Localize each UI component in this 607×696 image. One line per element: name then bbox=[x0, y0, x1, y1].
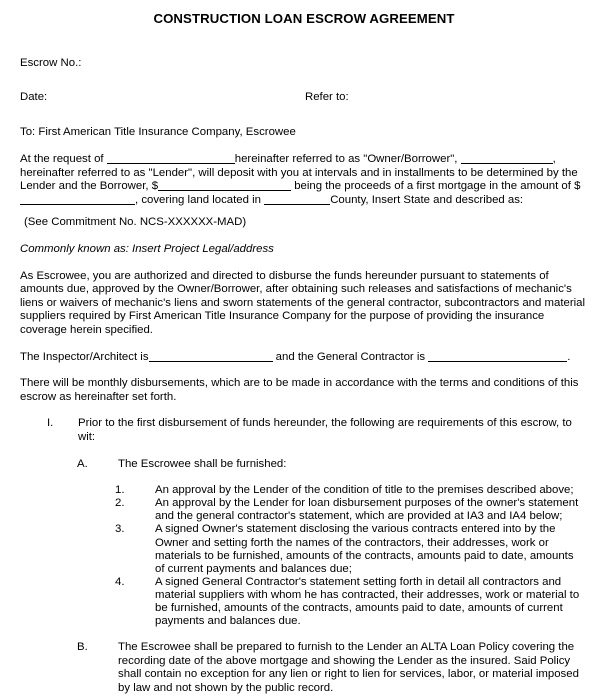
request-seg-5: , covering land located in bbox=[135, 193, 265, 206]
refer-to-label: Refer to: bbox=[305, 91, 349, 104]
subsection-a-items bbox=[20, 484, 588, 628]
request-seg-3: , hereinafter referred to as "Lender", will deposit with you at intervals and in installments to be determined by the Lender and the Borrower, $ bbox=[20, 153, 578, 193]
subsection-b-text: The Escrowee shall be prepared to furnish to the Lender an ALTA Loan Policy covering the recording date of the above mortgage and showing the Lender as the insured. Said Policy shall contain no exception for any lien or right to lien for services, labor, or material imposed by law and not shown by the public record. bbox=[118, 641, 579, 694]
section-i-text: Prior to the first disbursement of funds hereunder, the following are requirements of this escrow, to wit: bbox=[78, 417, 572, 443]
proceeds-amount-blank[interactable] bbox=[158, 181, 291, 191]
list-item-marker: 4. bbox=[115, 575, 125, 588]
inspector-seg-3: . bbox=[567, 350, 571, 363]
disbursements-paragraph: There will be monthly disbursements, which are to be made in accordance with the terms and conditions of this escrow as hereinafter set forth. bbox=[20, 377, 579, 403]
owner-borrower-blank[interactable] bbox=[107, 154, 235, 164]
commitment-note: (See Commitment No. NCS-XXXXXX-MAD) bbox=[24, 216, 247, 229]
county-blank[interactable] bbox=[264, 195, 330, 205]
inspector-architect-line bbox=[20, 351, 588, 365]
list-item-marker: 3. bbox=[115, 523, 125, 536]
list-item-marker: 1. bbox=[115, 484, 125, 497]
subsection-a-text: The Escrowee shall be furnished: bbox=[118, 457, 287, 470]
list-item-text: A signed Owner's statement disclosing the various contracts entered into by the Owner and setting forth the names of the contractors, their addresses, work or materials to be furnished, amounts of the contracts, amounts paid to date, amounts of current payments and balances due; bbox=[155, 523, 574, 575]
addressee-line: To: First American Title Insurance Company, Escrowee bbox=[20, 126, 296, 139]
section-i-marker: I. bbox=[47, 417, 54, 430]
commonly-known-as-line: Commonly known as: Insert Project Legal/address bbox=[20, 243, 274, 255]
request-paragraph bbox=[20, 153, 588, 207]
lender-blank[interactable] bbox=[461, 154, 553, 164]
request-seg-6: County, Insert State and described as: bbox=[330, 193, 524, 206]
subsection-b bbox=[20, 641, 588, 695]
request-seg-4: being the proceeds of a first mortgage in the amount of $ bbox=[291, 180, 581, 193]
list-item bbox=[20, 484, 588, 497]
page-title: CONSTRUCTION LOAN ESCROW AGREEMENT bbox=[153, 11, 455, 26]
escrowee-authorization-paragraph: As Escrowee, you are authorized and directed to disburse the funds hereunder pursuant to statements of amounts due, approved by the Owner/Borrower, after obtaining such releases and satisfactions of mechanic's liens or waivers of mechanic's liens and sworn statements of the general contractor, subcontractors and material suppliers required by First American Title Insurance Company for the purpose of providing the insurance coverage herein specified. bbox=[20, 269, 586, 336]
inspector-seg-1: The Inspector/Architect is bbox=[20, 350, 149, 363]
mortgage-amount-blank[interactable] bbox=[20, 195, 90, 205]
date-label: Date: bbox=[20, 91, 48, 104]
inspector-seg-2: and the General Contractor is bbox=[272, 350, 429, 363]
list-item bbox=[20, 497, 588, 523]
request-seg-1: At the request of bbox=[20, 153, 107, 166]
subsection-b-marker: B. bbox=[77, 641, 88, 654]
list-item-text: An approval by the Lender for loan disbursement purposes of the owner's statement and the general contractor's statement, which are provided at IA3 and IA4 below; bbox=[155, 497, 579, 523]
subsection-a bbox=[20, 458, 588, 472]
list-item-text: An approval by the Lender of the condition of title to the premises described above; bbox=[155, 484, 574, 497]
date-refer-row bbox=[20, 91, 588, 105]
list-item bbox=[20, 576, 588, 628]
list-item bbox=[20, 523, 588, 575]
section-i bbox=[20, 417, 588, 444]
subsection-a-marker: A. bbox=[77, 457, 88, 470]
list-item-marker: 2. bbox=[115, 497, 125, 510]
request-seg-2: hereinafter referred to as "Owner/Borrower", bbox=[234, 153, 461, 166]
mortgage-amount-blank-cont[interactable] bbox=[90, 195, 135, 205]
escrow-number-label: Escrow No.: bbox=[20, 56, 82, 69]
inspector-architect-blank[interactable] bbox=[149, 352, 273, 362]
list-item-text: A signed General Contractor's statement setting forth in detail all contractors and material suppliers with whom he has contracted, their addresses, work or material to be furnished, amounts of the contracts, amounts paid to date, amounts of current payments and balances due. bbox=[155, 575, 580, 628]
general-contractor-blank[interactable] bbox=[428, 352, 567, 362]
